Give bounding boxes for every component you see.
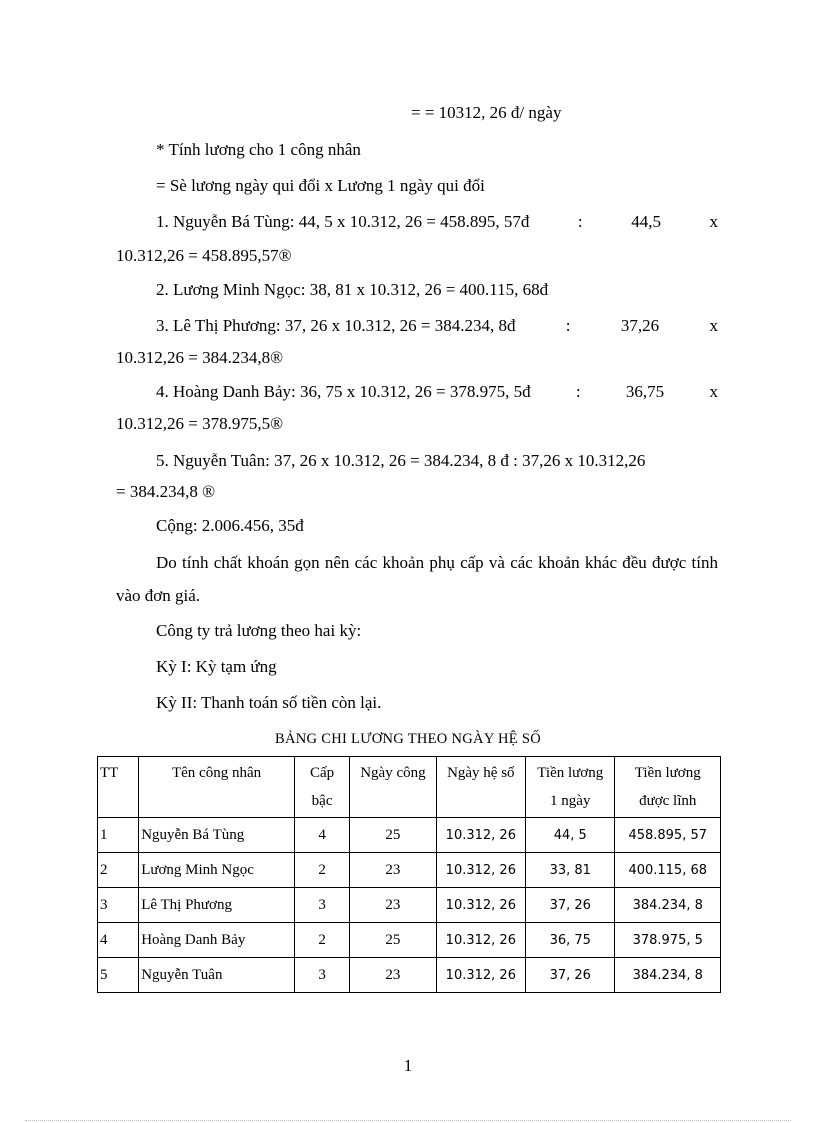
worker-item-2: 2. Lương Minh Ngọc: 38, 81 x 10.312, 26 = 400.115, 68đ bbox=[156, 280, 549, 299]
item-4-colon: : bbox=[575, 382, 581, 401]
item-4-number: 36,75 bbox=[625, 382, 665, 401]
cell-tt: 5 bbox=[98, 958, 139, 993]
pay-period-2: Kỳ II: Thanh toán số tiền còn lại. bbox=[156, 693, 382, 712]
table-row bbox=[98, 888, 721, 923]
cell-cap: 2 bbox=[294, 923, 349, 958]
cell-name: Nguyễn Tuân bbox=[139, 958, 295, 993]
header-cap-bac bbox=[294, 757, 349, 818]
cell-tl: 37, 26 bbox=[526, 958, 615, 993]
table-row bbox=[98, 818, 721, 853]
item-5-continuation: = 384.234,8 ® bbox=[116, 482, 216, 501]
cell-dl: 400.115, 68 bbox=[615, 853, 721, 888]
formula-description: = Sè lương ngày qui đổi x Lương 1 ngày qui đổi bbox=[156, 176, 485, 195]
item-4-text: 4. Hoàng Danh Bảy: 36, 75 x 10.312, 26 = 378.975, 5đ bbox=[156, 382, 531, 401]
pay-periods-intro: Công ty trả lương theo hai kỳ: bbox=[156, 621, 362, 640]
cell-name: Lương Minh Ngọc bbox=[139, 853, 295, 888]
cell-dl: 384.234, 8 bbox=[615, 958, 721, 993]
cell-name: Lê Thị Phương bbox=[139, 888, 295, 923]
cell-name: Nguyễn Bá Tùng bbox=[139, 818, 295, 853]
cell-tt: 2 bbox=[98, 853, 139, 888]
table-header-row bbox=[98, 757, 721, 818]
worker-item-4 bbox=[116, 382, 718, 434]
cell-hs: 10.312, 26 bbox=[436, 818, 525, 853]
item-3-x: x bbox=[709, 316, 718, 335]
cell-ngay: 23 bbox=[350, 853, 436, 888]
item-4-x: x bbox=[709, 382, 718, 401]
cell-ngay: 23 bbox=[350, 888, 436, 923]
table-row bbox=[98, 958, 721, 993]
note-paragraph: Do tính chất khoán gọn nên các khoản phụ cấp và các khoản khác đều được tính vào đơn giá. bbox=[116, 553, 718, 605]
cell-hs: 10.312, 26 bbox=[436, 853, 525, 888]
cell-hs: 10.312, 26 bbox=[436, 958, 525, 993]
page-number: 1 bbox=[403, 1056, 413, 1075]
item-3-continuation: 10.312,26 = 384.234,8® bbox=[116, 348, 284, 367]
cell-cap: 3 bbox=[294, 958, 349, 993]
cell-tl: 44, 5 bbox=[526, 818, 615, 853]
pay-period-1: Kỳ I: Kỳ tạm ứng bbox=[156, 657, 277, 676]
salary-table bbox=[97, 756, 721, 993]
cell-cap: 2 bbox=[294, 853, 349, 888]
worker-item-1 bbox=[116, 212, 718, 266]
header-tien-luong-duoc-linh bbox=[615, 757, 721, 818]
header-tien-luong-1-ngay bbox=[526, 757, 615, 818]
cell-tt: 3 bbox=[98, 888, 139, 923]
cell-cap: 3 bbox=[294, 888, 349, 923]
cell-tt: 1 bbox=[98, 818, 139, 853]
worker-item-3 bbox=[116, 316, 718, 368]
item-4-continuation: 10.312,26 = 378.975,5® bbox=[116, 414, 284, 433]
page-bottom-rule bbox=[25, 1120, 791, 1121]
table-caption: BẢNG CHI LƯƠNG THEO NGÀY HỆ SỐ bbox=[275, 731, 541, 747]
item-1-text: 1. Nguyễn Bá Tùng: 44, 5 x 10.312, 26 = 458.895, 57đ bbox=[156, 212, 530, 231]
item-1-continuation: 10.312,26 = 458.895,57® bbox=[116, 246, 292, 265]
cell-ngay: 25 bbox=[350, 818, 436, 853]
section-heading: * Tính lương cho 1 công nhân bbox=[156, 140, 361, 159]
header-cap-bac-line1: Cấp bbox=[309, 765, 335, 781]
table-row bbox=[98, 853, 721, 888]
header-dl-line2: được lĩnh bbox=[639, 793, 697, 809]
cell-dl: 378.975, 5 bbox=[615, 923, 721, 958]
header-ngay-he-so: Ngày hệ số bbox=[436, 757, 525, 818]
item-1-x: x bbox=[709, 212, 718, 231]
header-tl-line1: Tiền lương bbox=[537, 765, 604, 781]
table-row bbox=[98, 923, 721, 958]
cell-cap: 4 bbox=[294, 818, 349, 853]
cell-name: Hoàng Danh Bảy bbox=[139, 923, 295, 958]
item-1-colon: : bbox=[577, 212, 583, 231]
cell-tt: 4 bbox=[98, 923, 139, 958]
item-3-colon: : bbox=[565, 316, 571, 335]
cell-dl: 458.895, 57 bbox=[615, 818, 721, 853]
cell-ngay: 25 bbox=[350, 923, 436, 958]
cell-tl: 37, 26 bbox=[526, 888, 615, 923]
header-tl-line2: 1 ngày bbox=[550, 793, 591, 809]
cell-dl: 384.234, 8 bbox=[615, 888, 721, 923]
header-ngay-cong: Ngày công bbox=[350, 757, 436, 818]
total-line: Cộng: 2.006.456, 35đ bbox=[156, 516, 304, 535]
item-3-text: 3. Lê Thị Phương: 37, 26 x 10.312, 26 = 384.234, 8đ bbox=[156, 316, 516, 335]
cell-hs: 10.312, 26 bbox=[436, 923, 525, 958]
item-1-number: 44,5 bbox=[631, 212, 661, 231]
header-cap-bac-line2: bậc bbox=[311, 793, 333, 809]
cell-ngay: 23 bbox=[350, 958, 436, 993]
cell-hs: 10.312, 26 bbox=[436, 888, 525, 923]
item-3-number: 37,26 bbox=[620, 316, 660, 335]
worker-item-5: 5. Nguyễn Tuân: 37, 26 x 10.312, 26 = 384.234, 8 đ : 37,26 x 10.312,26 bbox=[156, 451, 646, 470]
cell-tl: 36, 75 bbox=[526, 923, 615, 958]
header-name: Tên công nhân bbox=[139, 757, 295, 818]
header-dl-line1: Tiền lương bbox=[634, 765, 701, 781]
formula-line: = = 10312, 26 đ/ ngày bbox=[411, 103, 562, 122]
header-tt: TT bbox=[98, 757, 139, 818]
cell-tl: 33, 81 bbox=[526, 853, 615, 888]
